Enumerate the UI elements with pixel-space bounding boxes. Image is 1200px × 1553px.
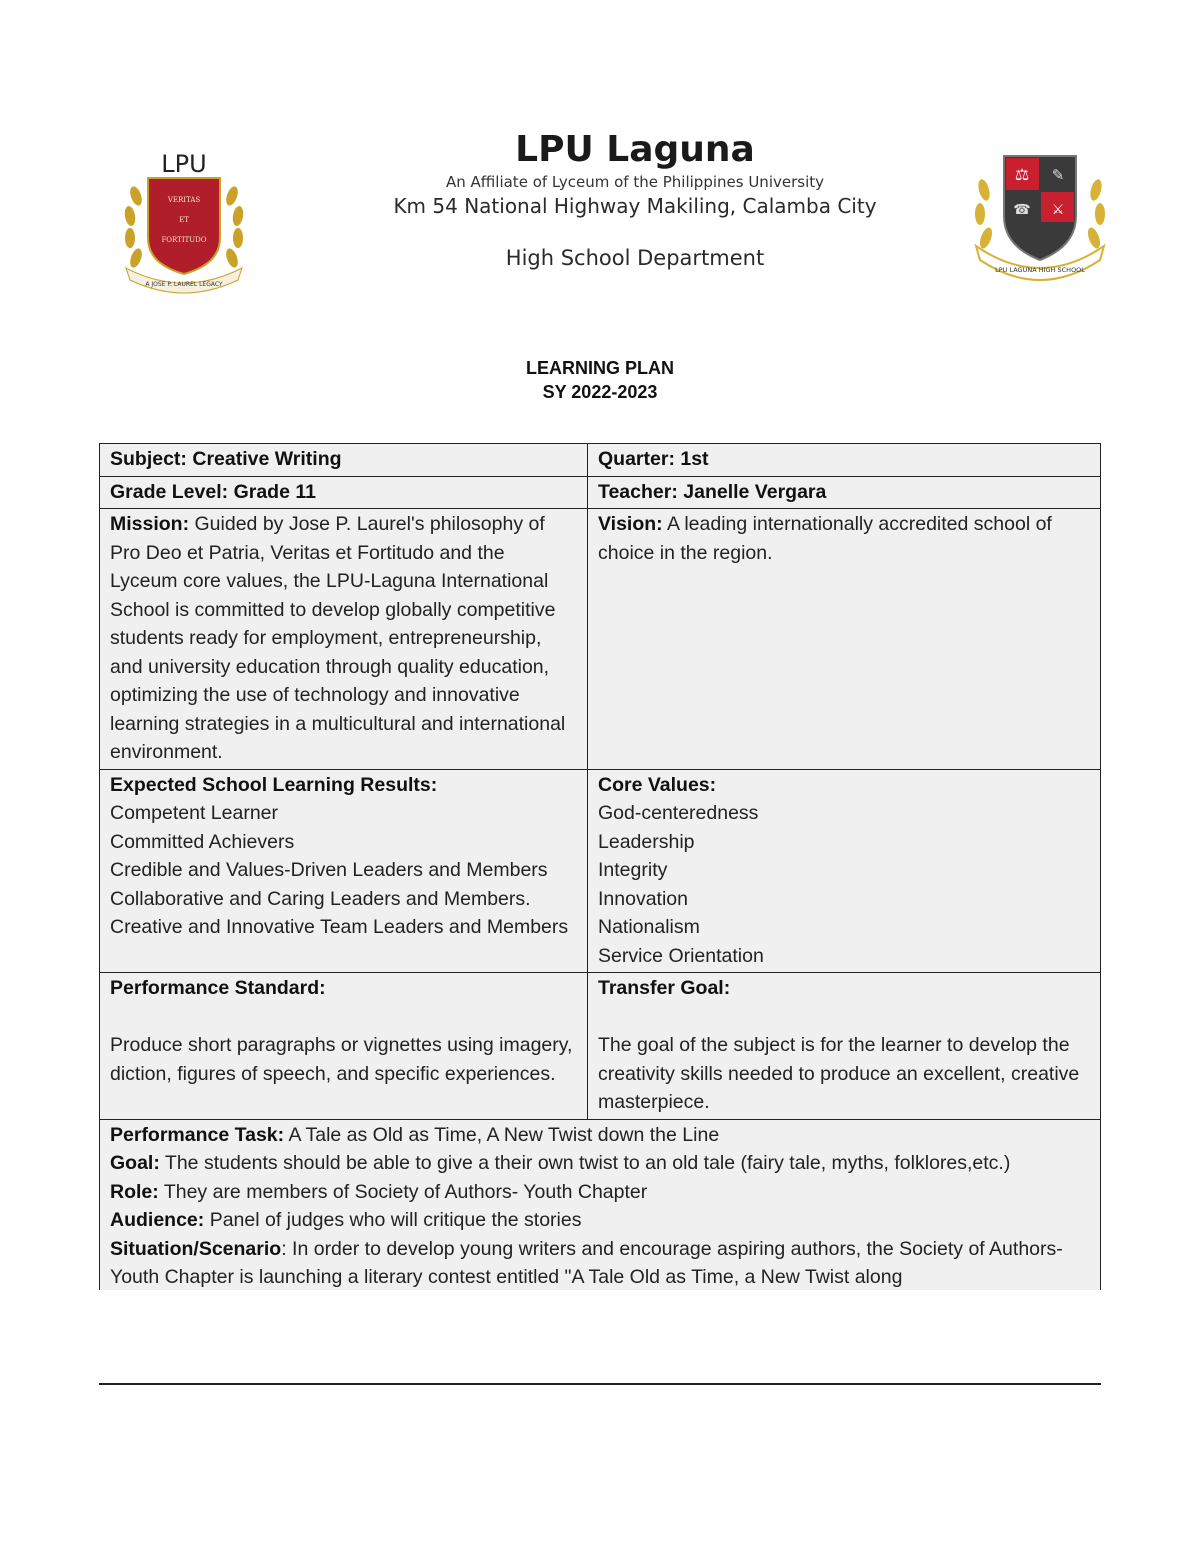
page-cut-line [99,1383,1101,1385]
list-item: Integrity [598,859,668,881]
quarter-cell: Quarter: 1st [588,444,1101,477]
svg-text:VERITAS: VERITAS [167,196,201,204]
address-line: Km 54 National Highway Makiling, Calamba City [393,194,877,218]
svg-text:LPU LAGUNA HIGH SCHOOL: LPU LAGUNA HIGH SCHOOL [995,266,1085,274]
school-name: LPU Laguna [515,129,755,170]
table-row [100,444,1101,477]
teacher-cell: Teacher: Janelle Vergara [588,476,1101,509]
list-item: Creative and Innovative Team Leaders and Members [110,916,569,938]
svg-text:⚔: ⚔ [1051,201,1065,217]
list-item: Credible and Values-Driven Leaders and Members [110,859,548,881]
subject-cell: Subject: Creative Writing [100,444,588,477]
learning-plan-table [99,443,1101,1290]
school-header [370,128,900,272]
list-item: Collaborative and Caring Leaders and Members. [110,887,531,910]
department-line: High School Department [505,246,765,270]
performance-task-cell: Performance Task: A Tale as Old as Time, A New Twist down the Line Goal: The students should be able to give a their own twist to an old tale (fairy tale, myths, folklores,etc.) Role: They are members of Society of Authors- Youth Chapter Audience: Panel of judges who will critique the stories Situation/Scenario: In order to develop young writers and encourage aspiring authors, the Society of Authors- Youth Chapter is launching a literary contest entitled "A Tale Old as Time, a New Twist along [100,1119,1101,1290]
svg-text:☎: ☎ [1013,201,1031,217]
plan-title: LEARNING PLAN [526,358,674,378]
list-item: Committed Achievers [110,830,295,853]
table-row [100,1119,1101,1290]
list-item: Leadership [598,830,695,853]
table-row [100,973,1101,1120]
transfer-goal-cell: Transfer Goal: The goal of the subject is for the learner to develop the creativity skills needed to produce an excellent, creative masterpiece. [588,973,1101,1120]
svg-text:A JOSE P. LAUREL LEGACY: A JOSE P. LAUREL LEGACY [145,281,223,288]
svg-text:FORTITUDO: FORTITUDO [161,236,207,244]
table-row [100,476,1101,509]
vision-cell: Vision: A leading internationally accredited school of choice in the region. [588,509,1101,770]
mission-cell: Mission: Guided by Jose P. Laurel's philosophy of Pro Deo et Patria, Veritas et Fortitudo and the Lyceum core values, the LPU-Laguna International School is committed to develop globally competitive students ready for employment, entrepreneurship, and university education through quality education, optimizing the use of technology and innovative learning strategies in a multicultural and international environment. [100,509,588,770]
lpu-logo-text: LPU [161,150,207,178]
list-item: Competent Learner [110,802,279,824]
school-year: SY 2022-2023 [542,382,658,402]
svg-text:⚖: ⚖ [1014,167,1030,184]
document-title [300,356,900,404]
list-item: Service Orientation [598,944,764,967]
core-values-cell: Core Values: God-centeredness Leadership Integrity Innovation Nationalism Service Orientation [588,769,1101,973]
lpu-logo [118,146,250,296]
grade-level-cell: Grade Level: Grade 11 [100,476,588,509]
svg-text:ET: ET [179,216,189,224]
list-item: God-centeredness [598,802,759,824]
svg-text:✎: ✎ [1051,167,1065,184]
shield-icon [148,178,220,274]
affiliate-line: An Affiliate of Lyceum of the Philippines University [445,173,824,191]
table-row [100,769,1101,973]
performance-standard-cell: Performance Standard: Produce short paragraphs or vignettes using imagery, diction, figures of speech, and specific experiences. [100,973,588,1120]
lpu-hs-logo [970,150,1110,288]
eslr-cell: Expected School Learning Results: Competent Learner Committed Achievers Credible and Values-Driven Leaders and Members Collaborative and Caring Leaders and Members. Creative and Innovative Team Leaders and Members [100,769,588,973]
table-row [100,509,1101,770]
list-item: Innovation [598,887,688,910]
list-item: Nationalism [598,916,700,938]
